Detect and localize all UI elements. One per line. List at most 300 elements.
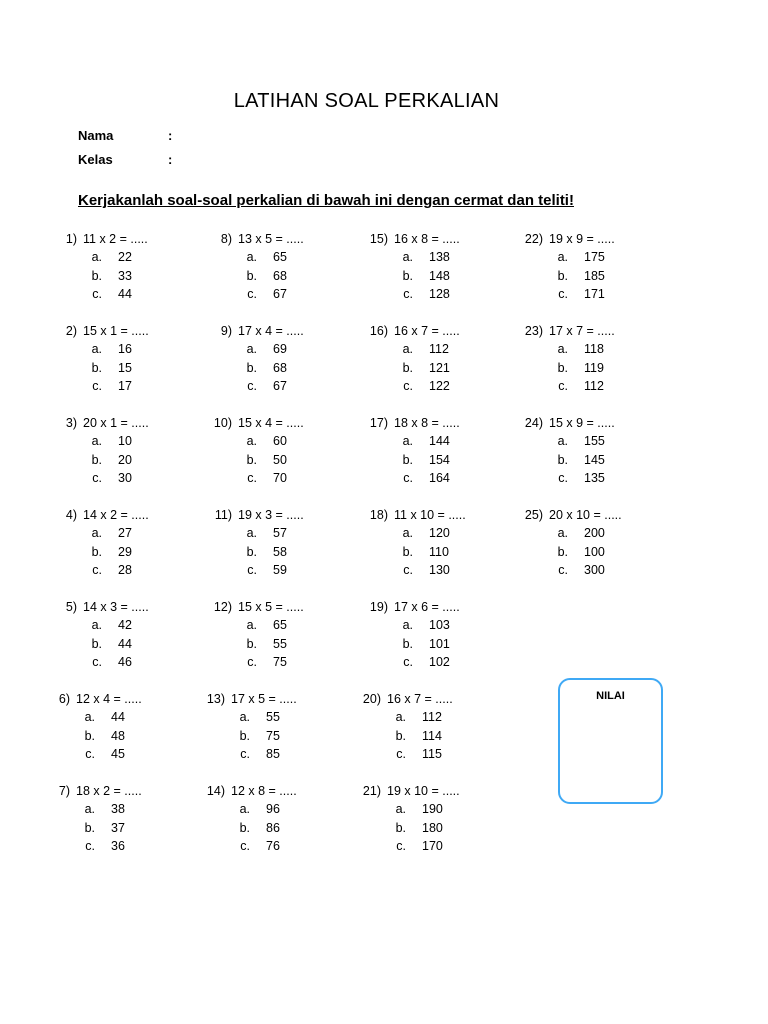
option-letter: a. (91, 434, 102, 449)
option-letter: b. (402, 360, 413, 375)
question-number: 15) (369, 232, 388, 246)
option-value: 70 (273, 470, 287, 485)
option-letter: a. (395, 802, 406, 817)
option-value: 44 (111, 710, 125, 725)
option-letter: b. (246, 544, 257, 559)
question-text: 12 x 4 = ..... (76, 692, 142, 706)
option-letter: c. (85, 838, 95, 853)
answer-option (518, 561, 622, 579)
option-letter: a. (246, 434, 257, 449)
option-letter: a. (402, 526, 413, 541)
score-label: NILAI (596, 690, 625, 702)
option-value: 42 (118, 618, 132, 633)
option-letter: a. (239, 802, 250, 817)
option-value: 15 (118, 360, 132, 375)
option-letter: c. (247, 378, 257, 393)
question-text: 19 x 9 = ..... (549, 232, 615, 246)
option-letter: c. (558, 286, 568, 301)
option-letter: c. (92, 286, 102, 301)
option-letter: a. (246, 526, 257, 541)
answer-option (45, 819, 142, 837)
question-number: 2) (65, 324, 77, 338)
class-field-colon: : (168, 152, 173, 167)
question-text: 17 x 5 = ..... (231, 692, 297, 706)
question-number: 20) (362, 692, 381, 706)
answer-option (45, 745, 142, 763)
question-number: 7) (58, 784, 70, 798)
option-value: 121 (429, 360, 450, 375)
answer-option (518, 543, 622, 561)
option-letter: b. (84, 820, 95, 835)
question-text: 14 x 2 = ..... (83, 508, 149, 522)
answer-option (207, 653, 304, 671)
option-value: 135 (584, 470, 605, 485)
question-21 (356, 782, 460, 855)
answer-option (45, 837, 142, 855)
option-value: 58 (273, 544, 287, 559)
option-letter: a. (246, 342, 257, 357)
question-number: 3) (65, 416, 77, 430)
answer-option (200, 708, 297, 726)
question-14 (200, 782, 297, 855)
option-letter: a. (557, 434, 568, 449)
option-value: 122 (429, 378, 450, 393)
option-letter: b. (395, 728, 406, 743)
option-value: 36 (111, 838, 125, 853)
option-letter: b. (557, 360, 568, 375)
answer-option (363, 635, 460, 653)
answer-option (356, 819, 460, 837)
question-text: 19 x 10 = ..... (387, 784, 460, 798)
option-value: 185 (584, 268, 605, 283)
answer-option (45, 708, 142, 726)
option-value: 110 (429, 544, 449, 559)
answer-option (363, 653, 460, 671)
answer-option (52, 248, 148, 266)
option-letter: c. (247, 654, 257, 669)
option-letter: c. (240, 746, 250, 761)
question-text: 17 x 6 = ..... (394, 600, 460, 614)
answer-option (518, 267, 615, 285)
answer-option (52, 267, 148, 285)
option-letter: b. (402, 544, 413, 559)
option-letter: a. (239, 710, 250, 725)
answer-option (207, 359, 304, 377)
option-letter: b. (239, 728, 250, 743)
option-letter: a. (557, 342, 568, 357)
option-letter: c. (396, 746, 406, 761)
answer-option (518, 524, 622, 542)
answer-option (207, 285, 304, 303)
question-number: 24) (524, 416, 543, 430)
option-letter: b. (246, 360, 257, 375)
option-value: 38 (111, 802, 125, 817)
answer-option (200, 745, 297, 763)
question-9 (207, 322, 304, 395)
option-value: 29 (118, 544, 132, 559)
option-value: 75 (266, 728, 280, 743)
answer-option (363, 267, 460, 285)
answer-option (363, 377, 460, 395)
option-letter: c. (92, 654, 102, 669)
option-letter: b. (402, 268, 413, 283)
option-letter: a. (91, 618, 102, 633)
option-value: 128 (429, 286, 450, 301)
answer-option (200, 727, 297, 745)
option-letter: b. (84, 728, 95, 743)
answer-option (356, 745, 453, 763)
answer-option (363, 543, 466, 561)
question-text: 17 x 4 = ..... (238, 324, 304, 338)
option-value: 67 (273, 286, 287, 301)
option-letter: c. (403, 654, 413, 669)
option-letter: c. (85, 746, 95, 761)
option-value: 55 (273, 636, 287, 651)
question-text: 16 x 8 = ..... (394, 232, 460, 246)
question-number: 11) (214, 508, 232, 522)
question-text: 13 x 5 = ..... (238, 232, 304, 246)
answer-option (356, 800, 460, 818)
option-letter: c. (247, 562, 257, 577)
answer-option (52, 432, 149, 450)
option-letter: a. (84, 710, 95, 725)
option-letter: b. (402, 452, 413, 467)
option-value: 28 (118, 562, 132, 577)
question-number: 18) (369, 508, 388, 522)
answer-option (363, 340, 460, 358)
option-value: 148 (429, 268, 450, 283)
question-number: 19) (369, 600, 388, 614)
answer-option (52, 340, 149, 358)
option-value: 120 (429, 526, 450, 541)
option-letter: c. (92, 378, 102, 393)
question-5 (52, 598, 149, 671)
answer-option (363, 524, 466, 542)
option-value: 103 (429, 618, 450, 633)
option-value: 96 (266, 802, 280, 817)
answer-option (207, 248, 304, 266)
question-text: 18 x 8 = ..... (394, 416, 460, 430)
question-text: 20 x 1 = ..... (83, 416, 149, 430)
option-value: 20 (118, 452, 132, 467)
option-value: 67 (273, 378, 287, 393)
option-letter: b. (91, 452, 102, 467)
class-field-label: Kelas (78, 152, 113, 167)
option-letter: b. (557, 452, 568, 467)
option-value: 130 (429, 562, 450, 577)
option-letter: c. (92, 562, 102, 577)
option-letter: b. (246, 452, 257, 467)
question-number: 12) (213, 600, 232, 614)
name-field-colon: : (168, 128, 173, 143)
answer-option (518, 248, 615, 266)
answer-option (52, 285, 148, 303)
answer-option (356, 727, 453, 745)
option-letter: c. (558, 470, 568, 485)
option-value: 300 (584, 562, 605, 577)
option-value: 30 (118, 470, 132, 485)
answer-option (52, 653, 149, 671)
option-value: 65 (273, 250, 287, 265)
answer-option (356, 837, 460, 855)
option-value: 59 (273, 562, 287, 577)
answer-option (52, 543, 149, 561)
option-value: 101 (429, 636, 450, 651)
answer-option (363, 359, 460, 377)
option-value: 60 (273, 434, 287, 449)
option-letter: b. (395, 820, 406, 835)
question-number: 1) (65, 232, 77, 246)
instruction-text: Kerjakanlah soal-soal perkalian di bawah ini dengan cermat dan teliti! (78, 192, 574, 209)
question-text: 15 x 1 = ..... (83, 324, 149, 338)
option-value: 118 (584, 342, 604, 357)
option-letter: a. (402, 342, 413, 357)
answer-option (363, 451, 460, 469)
question-number: 9) (220, 324, 232, 338)
option-letter: c. (558, 378, 568, 393)
question-20 (356, 690, 453, 763)
question-number: 17) (369, 416, 388, 430)
question-23 (518, 322, 615, 395)
question-text: 19 x 3 = ..... (238, 508, 304, 522)
option-value: 44 (118, 286, 132, 301)
answer-option (207, 340, 304, 358)
option-value: 46 (118, 654, 132, 669)
answer-option (52, 451, 149, 469)
answer-option (207, 561, 304, 579)
question-number: 6) (58, 692, 70, 706)
option-value: 180 (422, 820, 443, 835)
option-letter: c. (240, 838, 250, 853)
option-value: 164 (429, 470, 450, 485)
option-letter: c. (92, 470, 102, 485)
answer-option (518, 285, 615, 303)
option-value: 45 (111, 746, 125, 761)
question-12 (207, 598, 304, 671)
page-title: LATIHAN SOAL PERKALIAN (233, 90, 500, 112)
option-letter: b. (246, 268, 257, 283)
answer-option (45, 727, 142, 745)
question-number: 23) (524, 324, 543, 338)
option-value: 119 (584, 360, 604, 375)
answer-option (518, 451, 615, 469)
answer-option (363, 432, 460, 450)
question-10 (207, 414, 304, 487)
answer-option (363, 561, 466, 579)
question-2 (52, 322, 149, 395)
option-value: 112 (429, 342, 449, 357)
question-number: 10) (213, 416, 232, 430)
name-field-label: Nama (78, 128, 114, 143)
answer-option (356, 708, 453, 726)
answer-option (518, 377, 615, 395)
question-text: 15 x 4 = ..... (238, 416, 304, 430)
option-value: 155 (584, 434, 605, 449)
option-value: 50 (273, 452, 287, 467)
option-value: 37 (111, 820, 125, 835)
option-letter: c. (403, 470, 413, 485)
option-letter: b. (246, 636, 257, 651)
answer-option (518, 340, 615, 358)
option-value: 33 (118, 268, 132, 283)
option-value: 10 (118, 434, 132, 449)
question-16 (363, 322, 460, 395)
question-13 (200, 690, 297, 763)
option-value: 69 (273, 342, 287, 357)
option-value: 57 (273, 526, 287, 541)
option-value: 190 (422, 802, 443, 817)
answer-option (52, 561, 149, 579)
option-value: 114 (422, 728, 442, 743)
option-value: 17 (118, 378, 132, 393)
answer-option (52, 524, 149, 542)
question-15 (363, 230, 460, 303)
answer-option (52, 469, 149, 487)
option-value: 85 (266, 746, 280, 761)
option-value: 86 (266, 820, 280, 835)
option-value: 102 (429, 654, 450, 669)
question-number: 13) (206, 692, 225, 706)
question-11 (207, 506, 304, 579)
question-18 (363, 506, 466, 579)
option-letter: a. (91, 526, 102, 541)
option-value: 138 (429, 250, 450, 265)
option-value: 115 (422, 746, 442, 761)
question-text: 11 x 2 = ..... (83, 232, 148, 246)
question-text: 15 x 9 = ..... (549, 416, 615, 430)
option-letter: a. (91, 342, 102, 357)
question-7 (45, 782, 142, 855)
option-value: 100 (584, 544, 605, 559)
question-text: 12 x 8 = ..... (231, 784, 297, 798)
question-text: 17 x 7 = ..... (549, 324, 615, 338)
answer-option (518, 359, 615, 377)
answer-option (363, 285, 460, 303)
question-6 (45, 690, 142, 763)
answer-option (200, 819, 297, 837)
answer-option (52, 616, 149, 634)
option-letter: c. (396, 838, 406, 853)
answer-option (207, 451, 304, 469)
answer-option (518, 469, 615, 487)
answer-option (207, 377, 304, 395)
option-letter: b. (91, 360, 102, 375)
option-value: 27 (118, 526, 132, 541)
option-value: 65 (273, 618, 287, 633)
question-number: 21) (362, 784, 381, 798)
option-letter: c. (247, 470, 257, 485)
option-value: 112 (422, 710, 442, 725)
option-value: 200 (584, 526, 605, 541)
question-24 (518, 414, 615, 487)
option-value: 76 (266, 838, 280, 853)
score-box (558, 678, 663, 804)
option-letter: b. (91, 268, 102, 283)
answer-option (200, 800, 297, 818)
question-4 (52, 506, 149, 579)
question-number: 14) (206, 784, 225, 798)
answer-option (207, 616, 304, 634)
option-letter: c. (403, 286, 413, 301)
option-letter: c. (247, 286, 257, 301)
option-letter: a. (402, 434, 413, 449)
option-letter: b. (402, 636, 413, 651)
question-text: 16 x 7 = ..... (387, 692, 453, 706)
option-value: 55 (266, 710, 280, 725)
option-value: 75 (273, 654, 287, 669)
question-text: 18 x 2 = ..... (76, 784, 142, 798)
option-value: 44 (118, 636, 132, 651)
option-letter: a. (395, 710, 406, 725)
option-letter: a. (246, 618, 257, 633)
question-text: 15 x 5 = ..... (238, 600, 304, 614)
question-8 (207, 230, 304, 303)
option-letter: b. (91, 544, 102, 559)
answer-option (52, 377, 149, 395)
option-value: 171 (584, 286, 605, 301)
option-letter: a. (557, 526, 568, 541)
option-value: 154 (429, 452, 450, 467)
question-3 (52, 414, 149, 487)
answer-option (363, 616, 460, 634)
option-letter: a. (91, 250, 102, 265)
question-25 (518, 506, 622, 579)
option-value: 175 (584, 250, 605, 265)
question-number: 16) (369, 324, 388, 338)
answer-option (52, 359, 149, 377)
answer-option (207, 432, 304, 450)
question-text: 20 x 10 = ..... (549, 508, 622, 522)
option-value: 48 (111, 728, 125, 743)
answer-option (207, 543, 304, 561)
option-letter: b. (91, 636, 102, 651)
answer-option (45, 800, 142, 818)
question-number: 25) (524, 508, 543, 522)
question-text: 14 x 3 = ..... (83, 600, 149, 614)
answer-option (518, 432, 615, 450)
answer-option (363, 248, 460, 266)
option-letter: a. (246, 250, 257, 265)
option-letter: b. (557, 544, 568, 559)
option-letter: c. (403, 562, 413, 577)
option-letter: a. (402, 250, 413, 265)
question-17 (363, 414, 460, 487)
answer-option (207, 635, 304, 653)
question-1 (52, 230, 148, 303)
answer-option (200, 837, 297, 855)
question-text: 16 x 7 = ..... (394, 324, 460, 338)
question-number: 4) (65, 508, 77, 522)
option-value: 68 (273, 360, 287, 375)
option-letter: a. (402, 618, 413, 633)
answer-option (52, 635, 149, 653)
option-letter: a. (84, 802, 95, 817)
question-22 (518, 230, 615, 303)
option-letter: b. (239, 820, 250, 835)
answer-option (207, 469, 304, 487)
option-value: 170 (422, 838, 443, 853)
option-letter: c. (558, 562, 568, 577)
option-value: 68 (273, 268, 287, 283)
answer-option (363, 469, 460, 487)
question-text: 11 x 10 = ..... (394, 508, 466, 522)
option-letter: c. (403, 378, 413, 393)
option-value: 144 (429, 434, 450, 449)
option-letter: a. (557, 250, 568, 265)
option-value: 145 (584, 452, 605, 467)
option-value: 112 (584, 378, 604, 393)
question-number: 22) (524, 232, 543, 246)
